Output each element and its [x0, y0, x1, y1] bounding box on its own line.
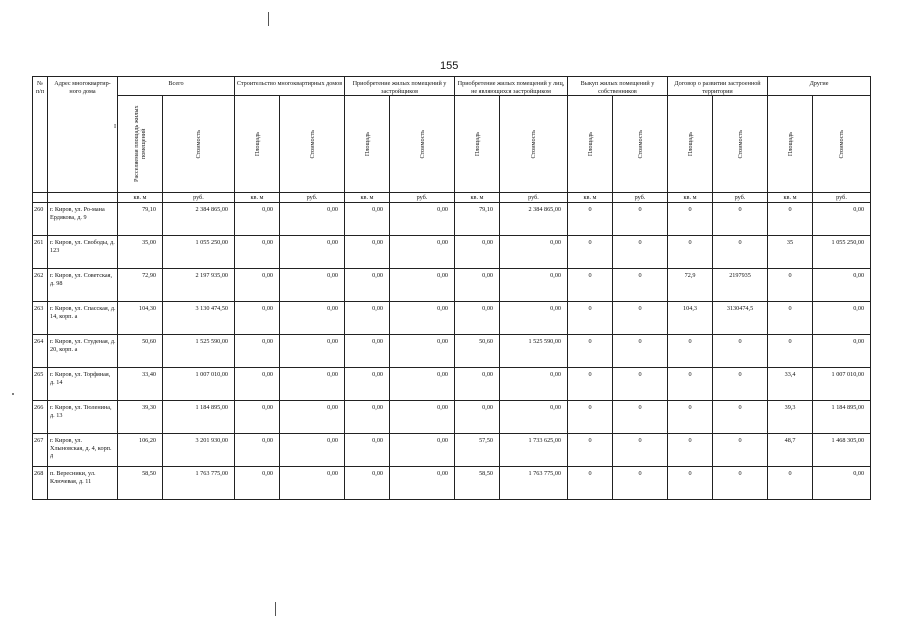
table-row — [33, 236, 871, 269]
cell-area: 0,00 — [455, 236, 500, 269]
row-number: 264 — [33, 335, 48, 368]
cell-cost: 1 763 775,00 — [500, 467, 568, 500]
cell-area: 58,50 — [455, 467, 500, 500]
unit-area: кв. м — [768, 193, 813, 203]
subheader-area — [668, 96, 713, 193]
subheader-row — [33, 96, 871, 193]
cell-area: 0 — [668, 401, 713, 434]
group-total: Всего — [118, 77, 235, 96]
cell-area: 0,00 — [235, 203, 280, 236]
cell-cost: 0,00 — [813, 269, 871, 302]
subheader-text: Стоимость — [195, 129, 202, 159]
cell-area: 0,00 — [345, 269, 390, 302]
group-from-developers: Приобретение жилых помещений у застройщиков — [345, 77, 455, 96]
cell-cost: 1 007 010,00 — [163, 368, 235, 401]
unit-cost: руб. — [500, 193, 568, 203]
cell-cost: 0 — [713, 203, 768, 236]
row-number: 266 — [33, 401, 48, 434]
cell-area: 0 — [568, 368, 613, 401]
cell-area: 0 — [568, 203, 613, 236]
table-row — [33, 401, 871, 434]
cell-area: 0 — [568, 401, 613, 434]
cell-area: 39,3 — [768, 401, 813, 434]
cell-cost: 0,00 — [390, 368, 455, 401]
cell-cost: 1 525 590,00 — [500, 335, 568, 368]
subheader-text: Площадь — [363, 131, 371, 157]
row-address: г. Киров, ул. Торфяная, д. 14 — [48, 368, 118, 401]
row-address: г. Киров, ул. Ро-мана Ердякова, д. 9 — [48, 203, 118, 236]
unit-area: кв. м — [668, 193, 713, 203]
cell-area: 0,00 — [455, 368, 500, 401]
subheader-text: Стоимость — [530, 129, 537, 159]
cell-cost: 3 130 474,50 — [163, 302, 235, 335]
cell-area: 104,30 — [118, 302, 163, 335]
cell-cost: 0,00 — [280, 401, 345, 434]
group-territory-development: Договор о развитии застроенной территории — [668, 77, 768, 96]
cell-cost: 0,00 — [390, 203, 455, 236]
unit-cost: руб. — [813, 193, 871, 203]
cell-cost: 1 763 775,00 — [163, 467, 235, 500]
subheader-area — [235, 96, 280, 193]
cell-cost: 0,00 — [280, 302, 345, 335]
address-header — [48, 77, 118, 193]
cell-area: 0 — [768, 269, 813, 302]
cell-area: 0,00 — [235, 236, 280, 269]
cell-area: 79,10 — [118, 203, 163, 236]
cell-area: 0 — [568, 335, 613, 368]
unit-empty — [48, 193, 118, 203]
cell-area: 0,00 — [345, 302, 390, 335]
subheader-area — [768, 96, 813, 193]
cell-area: 39,30 — [118, 401, 163, 434]
subheader-cost — [613, 96, 668, 193]
subheader-cost — [390, 96, 455, 193]
row-address: г. Киров, ул. Хлыновская, д. 4, корп. д — [48, 434, 118, 467]
cell-cost: 2 197 935,00 — [163, 269, 235, 302]
cell-area: 0,00 — [345, 335, 390, 368]
cell-cost: 0,00 — [500, 269, 568, 302]
cell-cost: 0 — [713, 401, 768, 434]
cell-area: 0 — [668, 203, 713, 236]
cell-area: 0,00 — [345, 368, 390, 401]
cell-area: 50,60 — [118, 335, 163, 368]
scan-mark — [268, 12, 269, 26]
subheader-text: Площадь — [473, 131, 481, 157]
unit-area: кв. м — [568, 193, 613, 203]
cell-cost: 0,00 — [280, 269, 345, 302]
subheader-cost — [280, 96, 345, 193]
cell-area: 48,7 — [768, 434, 813, 467]
unit-cost: руб. — [613, 193, 668, 203]
row-number: 262 — [33, 269, 48, 302]
cell-cost: 0,00 — [390, 434, 455, 467]
cell-area: 0 — [568, 302, 613, 335]
header-row — [33, 77, 871, 96]
cell-cost: 0 — [713, 368, 768, 401]
cell-cost: 0,00 — [280, 434, 345, 467]
cell-area: 0 — [668, 335, 713, 368]
cell-cost: 0 — [613, 368, 668, 401]
cell-cost: 0 — [613, 203, 668, 236]
table-row — [33, 434, 871, 467]
cell-area: 0,00 — [455, 302, 500, 335]
cell-area: 33,40 — [118, 368, 163, 401]
row-address: п. Вересники, ул. Ключевая, д. 11 — [48, 467, 118, 500]
cell-area: 0 — [668, 434, 713, 467]
cell-cost: 0,00 — [390, 269, 455, 302]
cell-cost: 0,00 — [390, 401, 455, 434]
row-address: г. Киров, ул. Советская, д. 98 — [48, 269, 118, 302]
cell-area: 0,00 — [455, 269, 500, 302]
cell-area: 0,00 — [345, 401, 390, 434]
unit-cost: руб. — [713, 193, 768, 203]
unit-area: кв. м — [118, 193, 163, 203]
subheader-area — [345, 96, 390, 193]
cell-area: 0 — [668, 467, 713, 500]
cell-cost: 0,00 — [500, 368, 568, 401]
row-address: г. Киров, ул. Спасская, д. 14, корп. а — [48, 302, 118, 335]
cell-area: 0,00 — [235, 269, 280, 302]
row-number: 265 — [33, 368, 48, 401]
cell-cost: 0,00 — [500, 401, 568, 434]
cell-area: 0,00 — [345, 236, 390, 269]
subheader-text: Площадь — [253, 131, 261, 157]
unit-area: кв. м — [455, 193, 500, 203]
cell-area: 35,00 — [118, 236, 163, 269]
cell-area: 106,20 — [118, 434, 163, 467]
cell-cost: 1 007 010,00 — [813, 368, 871, 401]
subheader-cost — [500, 96, 568, 193]
row-number: 260 — [33, 203, 48, 236]
table-body — [33, 203, 871, 500]
table-row — [33, 203, 871, 236]
group-other: Другие — [768, 77, 871, 96]
cell-cost: 1 468 305,00 — [813, 434, 871, 467]
cell-area: 104,3 — [668, 302, 713, 335]
cell-area: 0,00 — [345, 434, 390, 467]
cell-cost: 0,00 — [280, 467, 345, 500]
units-row — [33, 193, 871, 203]
cell-cost: 1 184 895,00 — [813, 401, 871, 434]
cell-area: 72,90 — [118, 269, 163, 302]
cell-cost: 0,00 — [500, 236, 568, 269]
page-number: 155 — [440, 60, 459, 72]
cell-cost: 0,00 — [280, 236, 345, 269]
unit-cost: руб. — [163, 193, 235, 203]
cell-area: 0 — [668, 236, 713, 269]
unit-empty — [33, 193, 48, 203]
cell-area: 79,10 — [455, 203, 500, 236]
table-row — [33, 302, 871, 335]
subheader-text: Стоимость — [418, 129, 426, 159]
cell-cost: 0,00 — [390, 467, 455, 500]
group-buyout: Выкуп жилых помещений у собственников — [568, 77, 668, 96]
cell-area: 58,50 — [118, 467, 163, 500]
cell-cost: 1 184 895,00 — [163, 401, 235, 434]
cell-cost: 0,00 — [813, 203, 871, 236]
cell-cost: 0 — [613, 434, 668, 467]
subheader-text: Площадь — [686, 131, 694, 157]
cell-area: 50,60 — [455, 335, 500, 368]
row-address: г. Киров, ул. Тюленина, д. 13 — [48, 401, 118, 434]
cell-cost: 0,00 — [813, 467, 871, 500]
cell-area: 0 — [768, 467, 813, 500]
cell-area: 0 — [568, 467, 613, 500]
table-row — [33, 269, 871, 302]
cell-area: 0,00 — [235, 401, 280, 434]
cell-area: 0,00 — [235, 335, 280, 368]
address-header-label: Адрес многоквартир-ного дома — [54, 80, 111, 95]
subheader-text: Стоимость — [308, 129, 316, 159]
cell-cost: 1 055 250,00 — [163, 236, 235, 269]
cell-area: 57,50 — [455, 434, 500, 467]
cell-cost: 0 — [613, 467, 668, 500]
subheader-cost — [813, 96, 871, 193]
resettlement-table — [32, 76, 871, 500]
cell-cost: 0,00 — [390, 236, 455, 269]
group-construction: Строительство многоквартирных домов — [235, 77, 345, 96]
unit-area: кв. м — [235, 193, 280, 203]
subheader-text: Стоимость — [736, 129, 744, 159]
cell-cost: 2 384 865,00 — [163, 203, 235, 236]
subheader-resettled-area — [118, 96, 163, 193]
subheader-text: Стоимость — [838, 129, 846, 159]
table-row — [33, 368, 871, 401]
cell-cost: 0 — [613, 236, 668, 269]
cell-cost: 1 733 625,00 — [500, 434, 568, 467]
scan-mark — [275, 602, 276, 616]
cell-cost: 2 384 865,00 — [500, 203, 568, 236]
cell-cost: 0 — [713, 236, 768, 269]
subheader-cost — [163, 96, 235, 193]
scan-dot — [12, 393, 14, 395]
table-row — [33, 335, 871, 368]
num-header: № п/п — [33, 77, 48, 193]
cell-area: 0,00 — [345, 203, 390, 236]
cell-cost: 1 525 590,00 — [163, 335, 235, 368]
cell-area: 0,00 — [235, 467, 280, 500]
cell-cost: 0 — [613, 269, 668, 302]
subheader-cost — [713, 96, 768, 193]
subheader-area — [568, 96, 613, 193]
cell-cost: 0 — [713, 335, 768, 368]
cell-area: 0 — [568, 236, 613, 269]
cell-area: 72,9 — [668, 269, 713, 302]
cell-cost: 0,00 — [813, 335, 871, 368]
subheader-text: Стоимость — [636, 129, 644, 159]
cell-cost: 3 201 930,00 — [163, 434, 235, 467]
cell-area: 0 — [768, 203, 813, 236]
cell-area: 33,4 — [768, 368, 813, 401]
cell-cost: 0 — [613, 302, 668, 335]
cell-area: 0,00 — [345, 467, 390, 500]
table-row — [33, 467, 871, 500]
cell-cost: 0,00 — [280, 203, 345, 236]
cell-area: 0,00 — [455, 401, 500, 434]
cell-area: 0,00 — [235, 434, 280, 467]
row-address: г. Киров, ул. Студеная, д. 20, корп. а — [48, 335, 118, 368]
cell-area: 0 — [568, 434, 613, 467]
cell-cost: 3130474,5 — [713, 302, 768, 335]
row-number: 261 — [33, 236, 48, 269]
unit-area: кв. м — [345, 193, 390, 203]
cell-cost: 0 — [613, 335, 668, 368]
cell-cost: 0,00 — [280, 335, 345, 368]
subheader-text: Расселяемая площадь жилых помещений — [133, 105, 147, 183]
cell-cost: 0,00 — [390, 335, 455, 368]
group-from-non-developers: Приобретение жилых помещений у лиц, не являющихся застройщиком — [455, 77, 568, 96]
cell-cost: 0 — [713, 434, 768, 467]
cell-cost: 0 — [713, 467, 768, 500]
subheader-text: Площадь — [586, 131, 594, 157]
cell-area: 0 — [568, 269, 613, 302]
row-address: г. Киров, ул. Свободы, д. 123 — [48, 236, 118, 269]
unit-cost: руб. — [390, 193, 455, 203]
subheader-area — [455, 96, 500, 193]
cell-area: 0 — [668, 368, 713, 401]
cell-cost: 0 — [613, 401, 668, 434]
cell-cost: 1 055 250,00 — [813, 236, 871, 269]
cell-cost: 0,00 — [390, 302, 455, 335]
unit-cost: руб. — [280, 193, 345, 203]
cell-cost: 0,00 — [500, 302, 568, 335]
row-number: 267 — [33, 434, 48, 467]
cell-cost: 2197935 — [713, 269, 768, 302]
cell-area: 0 — [768, 302, 813, 335]
row-number: 268 — [33, 467, 48, 500]
cell-area: 35 — [768, 236, 813, 269]
address-header-marker: I — [113, 123, 116, 130]
subheader-text: Площадь — [786, 131, 794, 157]
cell-cost: 0,00 — [813, 302, 871, 335]
cell-area: 0 — [768, 335, 813, 368]
cell-area: 0,00 — [235, 368, 280, 401]
cell-area: 0,00 — [235, 302, 280, 335]
row-number: 263 — [33, 302, 48, 335]
cell-cost: 0,00 — [280, 368, 345, 401]
